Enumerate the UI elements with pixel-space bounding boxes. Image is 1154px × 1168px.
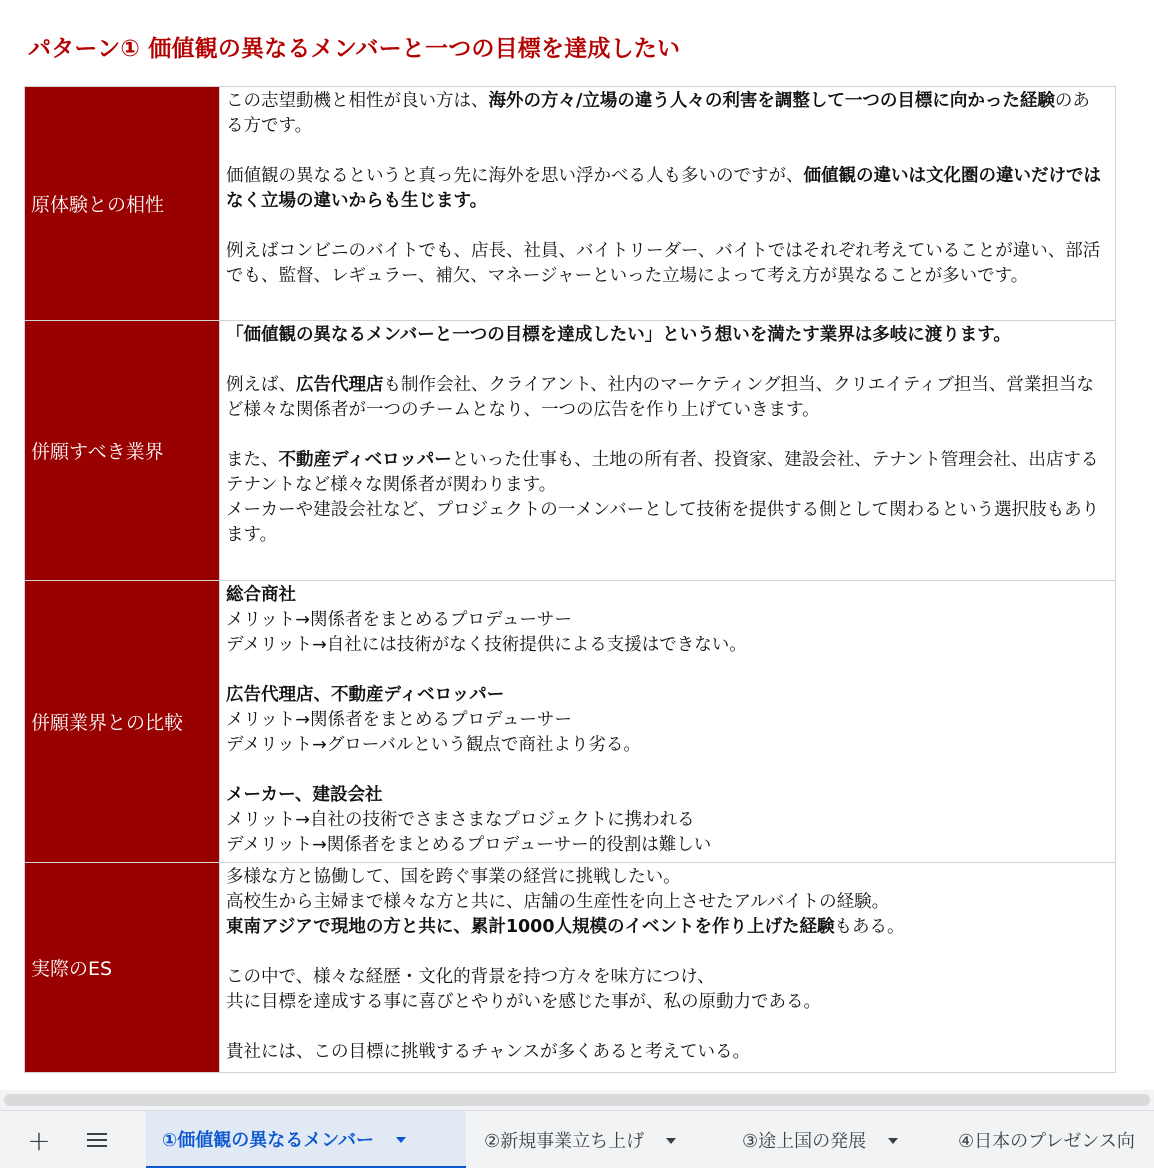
- chevron-down-icon[interactable]: [396, 1137, 406, 1143]
- scrollbar-thumb[interactable]: [4, 1094, 1150, 1106]
- sheet-tab-bar: [0, 1110, 1154, 1168]
- text-run: 例えばコンビニのバイトでも、店長、社員、バイトリーダー、バイトではそれぞれ考えていることが違い、部活でも、監督、レギュラー、補欠、マネージャーといった立場によって考え方が異なることが多いです。: [226, 241, 1101, 286]
- text-run: また、: [226, 450, 279, 470]
- cell-text-line: [226, 498, 1107, 548]
- text-run: デメリット→グローバルという観点で商社より劣る。: [226, 735, 641, 755]
- bold-text: 「価値観の異なるメンバーと一つの目標を達成したい」という想いを満たす業界は多岐に渡ります。: [226, 325, 1011, 345]
- cell-text-line: [226, 583, 1107, 608]
- text-run: メリット→自社の技術でさまさまなプロジェクトに携われる: [226, 810, 695, 830]
- sheet-tab[interactable]: [726, 1111, 914, 1168]
- bold-text: 東南アジアで現地の方と共に、累計1000人規模のイベントを作り上げた経験: [226, 917, 835, 937]
- cell-text-line: [226, 865, 1107, 890]
- table-row: [25, 321, 1116, 581]
- text-run: この志望動機と相性が良い方は、: [226, 91, 489, 111]
- menu-icon: [87, 1129, 107, 1151]
- text-run: も制作会社、クライアント、社内のマーケティング担当、クリエイティブ担当、営業担当など様々な関係者が一つのチームとなり、一つの広告を作り上げていきます。: [226, 375, 1094, 420]
- bold-text: 広告代理店、不動産ディベロッパー: [226, 685, 505, 705]
- blank-line: [226, 940, 1107, 965]
- text-run: デメリット→関係者をまとめるプロデューサー的役割は難しい: [226, 835, 712, 855]
- text-run: この中で、様々な経歴・文化的背景を持つ方々を味方につけ、: [226, 967, 715, 987]
- cell-text-line: [226, 448, 1107, 498]
- blank-line: [226, 214, 1107, 239]
- bold-text: 広告代理店: [296, 375, 384, 395]
- text-run: メリット→関係者をまとめるプロデューサー: [226, 610, 572, 630]
- all-sheets-button[interactable]: [72, 1111, 122, 1168]
- row-content-cell[interactable]: [220, 87, 1116, 321]
- row-label-cell[interactable]: 原体験との相性: [25, 87, 220, 321]
- text-run: 高校生から主婦まで様々な方と共に、店舗の生産性を向上させたアルバイトの経験。: [226, 892, 890, 912]
- cell-text-line: [226, 89, 1107, 139]
- row-label-cell[interactable]: 実際のES: [25, 863, 220, 1073]
- text-run: 多様な方と協働して、国を跨ぐ事業の経営に挑戦したい。: [226, 867, 681, 887]
- text-run: 例えば、: [226, 375, 296, 395]
- text-run: 共に目標を達成する事に喜びとやりがいを感じた事が、私の原動力である。: [226, 992, 821, 1012]
- text-run: といった仕事も、土地の所有者、投資家、建設会社、テナント管理会社、出店するテナントなど様々な関係者が関わります。: [226, 450, 1099, 495]
- cell-text-line: [226, 915, 1107, 940]
- table-row: [25, 863, 1116, 1073]
- sheet-tab[interactable]: [146, 1111, 466, 1168]
- cell-text-line: [226, 633, 1107, 658]
- bold-text: 不動産ディベロッパー: [278, 450, 452, 470]
- horizontal-scrollbar[interactable]: [0, 1090, 1154, 1110]
- text-run: もある。: [834, 917, 905, 937]
- chevron-down-icon[interactable]: [666, 1138, 676, 1144]
- row-label-cell[interactable]: 併願すべき業界: [25, 321, 220, 581]
- cell-text-line: [226, 833, 1107, 858]
- bold-text: 海外の方々/立場の違う人々の利害を調整して一つの目標に向かった経験: [488, 91, 1055, 111]
- row-content-cell[interactable]: [220, 581, 1116, 863]
- blank-line: [226, 1015, 1107, 1040]
- cell-text-line: [226, 323, 1107, 348]
- cell-text-line: [226, 733, 1107, 758]
- blank-line: [226, 658, 1107, 683]
- sheet-tab-label: ②新規事業立ち上げ: [484, 1131, 645, 1152]
- blank-line: [226, 423, 1107, 448]
- row-label-cell[interactable]: 併願業界との比較: [25, 581, 220, 863]
- cell-text-line: [226, 783, 1107, 808]
- cell-text-line: [226, 890, 1107, 915]
- chevron-down-icon[interactable]: [888, 1138, 898, 1144]
- text-run: メーカーや建設会社など、プロジェクトの一メンバーとして技術を提供する側として関わるという選択肢もあります。: [226, 500, 1100, 545]
- bold-text: 総合商社: [226, 585, 296, 605]
- blank-line: [226, 758, 1107, 783]
- bold-text: メーカー、建設会社: [226, 785, 383, 805]
- row-content-cell[interactable]: [220, 863, 1116, 1073]
- text-run: デメリット→自社には技術がなく技術提供による支援はできない。: [226, 635, 747, 655]
- sheet-tab-label: ④日本のプレゼンス向: [958, 1131, 1135, 1152]
- content-table: [24, 86, 1116, 1073]
- sheet-title: パターン① 価値観の異なるメンバーと一つの目標を達成したい: [28, 36, 681, 62]
- table-row: [25, 87, 1116, 321]
- cell-text-line: [226, 808, 1107, 833]
- blank-line: [226, 348, 1107, 373]
- blank-line: [226, 139, 1107, 164]
- text-run: メリット→関係者をまとめるプロデューサー: [226, 710, 572, 730]
- cell-text-line: [226, 990, 1107, 1015]
- table-row: [25, 581, 1116, 863]
- cell-text-line: [226, 708, 1107, 733]
- cell-text-line: [226, 239, 1107, 289]
- sheet-tab[interactable]: [942, 1111, 1151, 1168]
- text-run: 貴社には、この目標に挑戦するチャンスが多くあると考えている。: [226, 1042, 750, 1062]
- cell-text-line: [226, 683, 1107, 708]
- cell-text-line: [226, 608, 1107, 633]
- bold-text: 価値観の違いは文化圏の違いだけではなく立場の違いからも生じます。: [226, 166, 1101, 211]
- cell-text-line: [226, 1040, 1107, 1065]
- cell-text-line: [226, 164, 1107, 214]
- row-content-cell[interactable]: [220, 321, 1116, 581]
- add-sheet-button[interactable]: [14, 1111, 64, 1168]
- text-run: のある方です。: [226, 91, 1090, 136]
- sheet-tab[interactable]: [468, 1111, 692, 1168]
- cell-text-line: [226, 373, 1107, 423]
- sheet-tab-label: ③途上国の発展: [742, 1131, 867, 1152]
- cell-text-line: [226, 965, 1107, 990]
- text-run: 価値観の異なるというと真っ先に海外を思い浮かべる人も多いのですが、: [226, 166, 804, 186]
- sheet-tab-label: ①価値観の異なるメンバー: [162, 1129, 374, 1151]
- plus-icon: +: [27, 1123, 51, 1157]
